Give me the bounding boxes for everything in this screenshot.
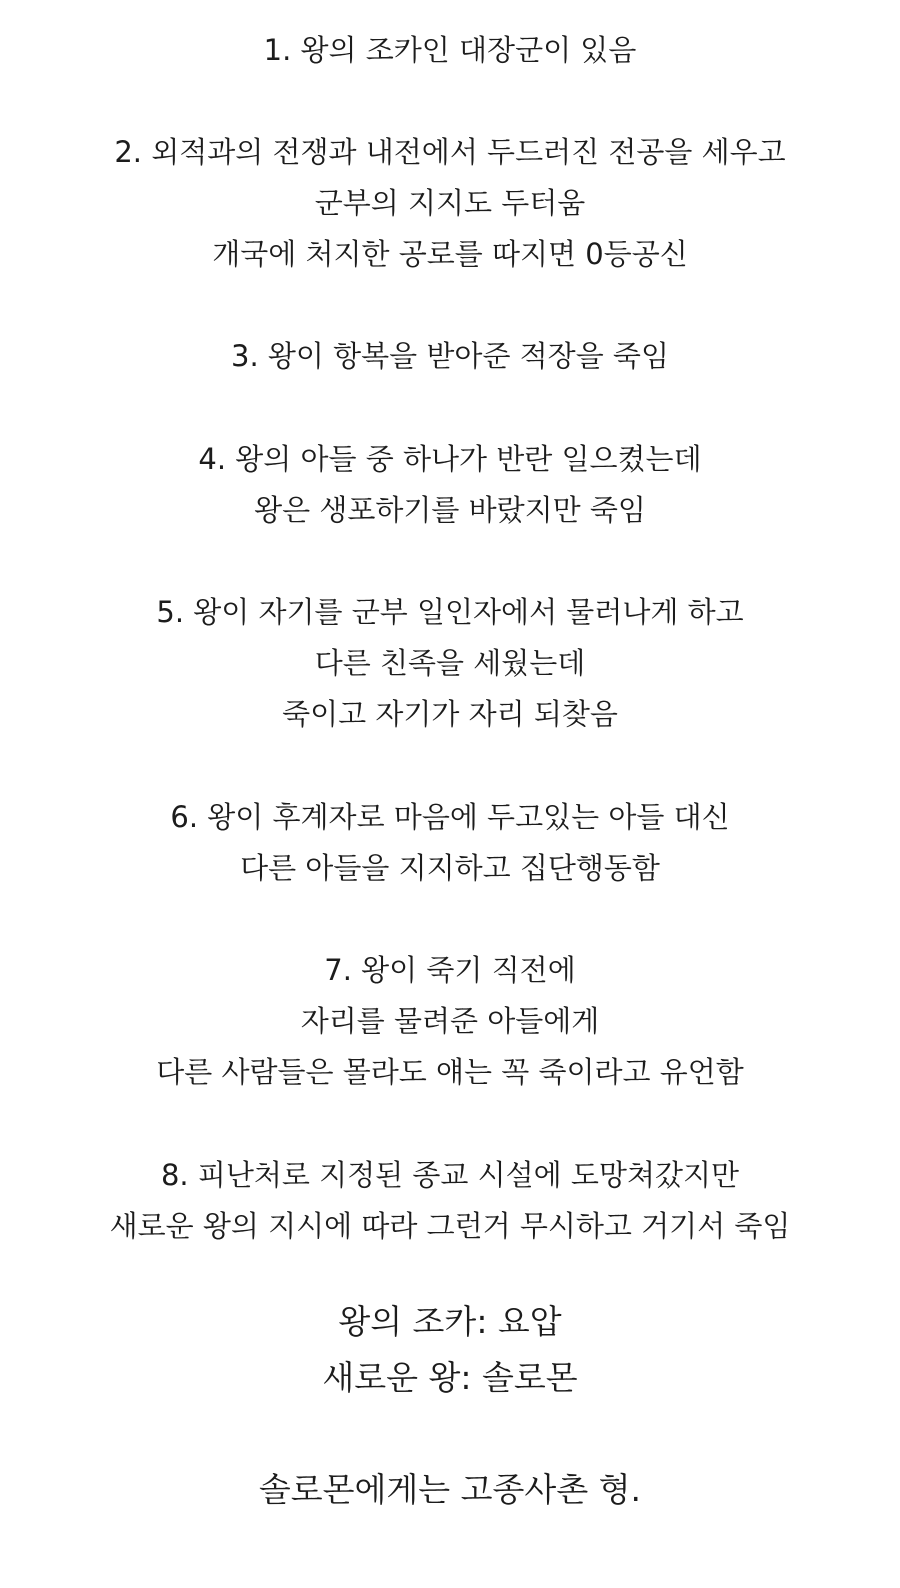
item-3-line-1: 3. 왕이 항복을 받아준 적장을 죽임	[231, 339, 669, 373]
item-7-line-1: 7. 왕이 죽기 직전에	[324, 953, 576, 987]
conclusion: 솔로몬에게는 고종사촌 형.	[258, 1470, 642, 1509]
item-7-line-2: 자리를 물려준 아들에게	[300, 1004, 600, 1038]
item-2-line-3: 개국에 처지한 공로를 따지면 0등공신	[212, 237, 688, 271]
reveal-new-king: 새로운 왕: 솔로몬	[322, 1358, 578, 1397]
item-4-line-2: 왕은 생포하기를 바랐지만 죽임	[254, 493, 646, 527]
item-5-line-3: 죽이고 자기가 자리 되찾음	[282, 697, 618, 731]
item-2-line-1: 2. 외적과의 전쟁과 내전에서 두드러진 전공을 세우고	[114, 135, 786, 169]
reveal-nephew: 왕의 조카: 요압	[338, 1302, 562, 1341]
item-7-line-3: 다른 사람들은 몰라도 얘는 꼭 죽이라고 유언함	[156, 1055, 744, 1089]
item-8-line-2: 새로운 왕의 지시에 따라 그런거 무시하고 거기서 죽임	[109, 1209, 791, 1243]
item-2-line-2: 군부의 지지도 두터움	[314, 186, 586, 220]
item-5-line-2: 다른 친족을 세웠는데	[314, 646, 586, 680]
item-8-line-1: 8. 피난처로 지정된 종교 시설에 도망쳐갔지만	[160, 1158, 739, 1192]
item-1-line-1: 1. 왕의 조카인 대장군이 있음	[263, 33, 637, 67]
item-4-line-1: 4. 왕의 아들 중 하나가 반란 일으켰는데	[198, 442, 702, 476]
item-6-line-2: 다른 아들을 지지하고 집단행동함	[240, 851, 660, 885]
item-5-line-1: 5. 왕이 자기를 군부 일인자에서 물러나게 하고	[156, 595, 744, 629]
item-6-line-1: 6. 왕이 후계자로 마음에 두고있는 아들 대신	[170, 800, 730, 834]
